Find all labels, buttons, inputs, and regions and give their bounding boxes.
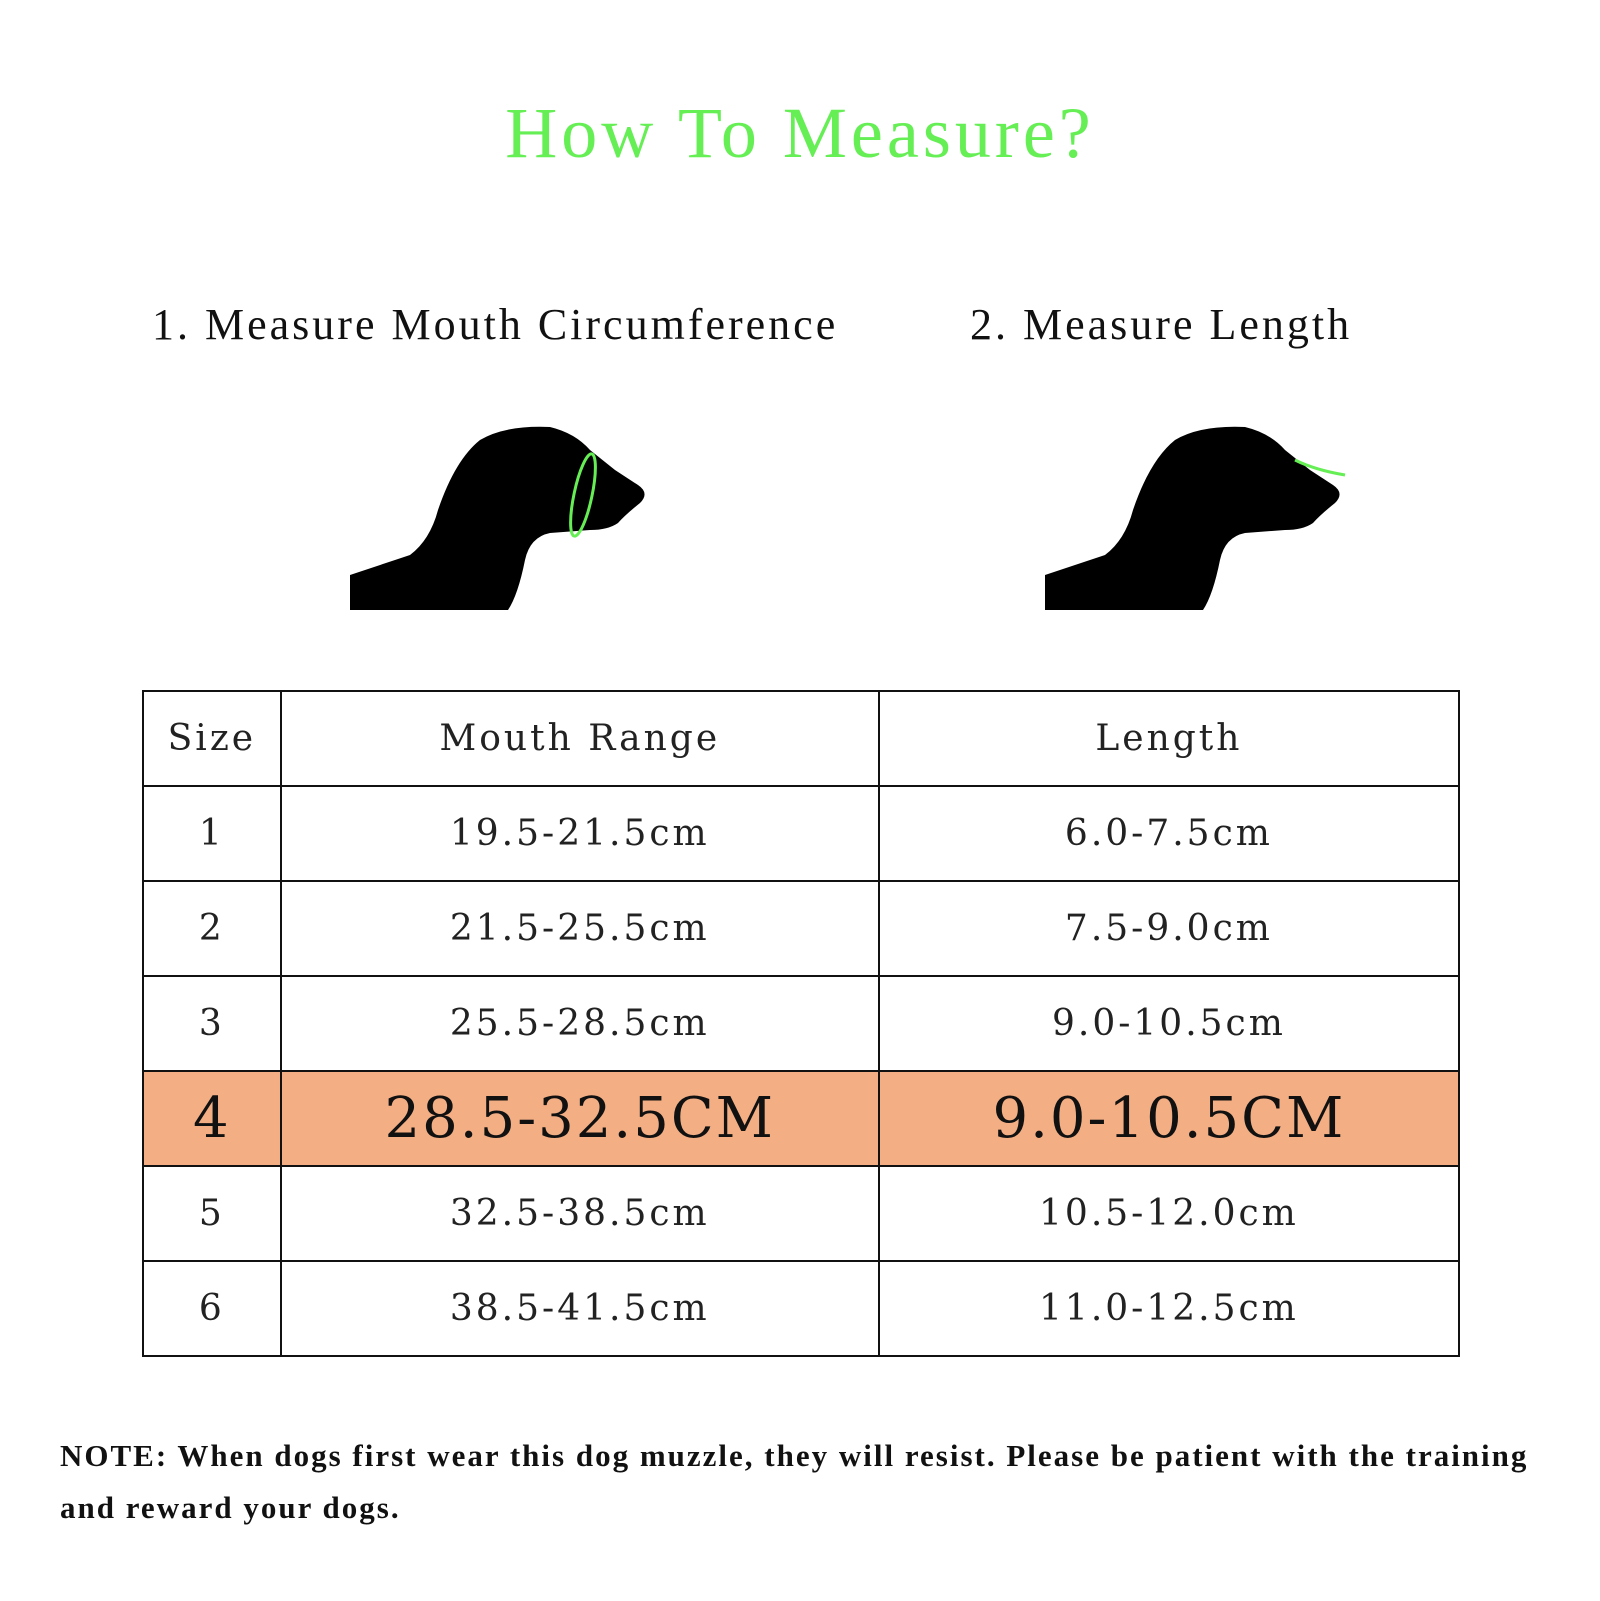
cell-mouth-range: 25.5-28.5cm xyxy=(281,976,879,1071)
header-size: Size xyxy=(143,691,281,786)
cell-size: 6 xyxy=(143,1261,281,1356)
table-row xyxy=(143,1261,1459,1356)
step-mouth-circumference-label: 1. Measure Mouth Circumference xyxy=(152,300,839,349)
dog-mouth-circumference-icon xyxy=(350,425,680,635)
table-row xyxy=(143,976,1459,1071)
header-mouth-range: Mouth Range xyxy=(281,691,879,786)
cell-size: 2 xyxy=(143,881,281,976)
cell-length: 7.5-9.0cm xyxy=(879,881,1459,976)
cell-mouth-range: 38.5-41.5cm xyxy=(281,1261,879,1356)
table-row xyxy=(143,881,1459,976)
cell-length: 9.0-10.5CM xyxy=(879,1071,1459,1166)
step-length-label: 2. Measure Length xyxy=(970,300,1353,349)
cell-size: 1 xyxy=(143,786,281,881)
note-text: NOTE: When dogs first wear this dog muzzle, they will resist. Please be patient with the training and reward your dogs. xyxy=(60,1438,1529,1525)
size-chart-table xyxy=(142,690,1460,1357)
table-row xyxy=(143,1166,1459,1261)
dog-length-icon xyxy=(1045,425,1375,635)
cell-length: 10.5-12.0cm xyxy=(879,1166,1459,1261)
table-row xyxy=(143,786,1459,881)
cell-length: 11.0-12.5cm xyxy=(879,1261,1459,1356)
cell-mouth-range: 28.5-32.5CM xyxy=(281,1071,879,1166)
cell-size: 5 xyxy=(143,1166,281,1261)
cell-mouth-range: 21.5-25.5cm xyxy=(281,881,879,976)
cell-length: 6.0-7.5cm xyxy=(879,786,1459,881)
cell-length: 9.0-10.5cm xyxy=(879,976,1459,1071)
table-header-row xyxy=(143,691,1459,786)
table-row-highlighted xyxy=(143,1071,1459,1166)
dog-silhouette xyxy=(1045,427,1340,610)
cell-size: 3 xyxy=(143,976,281,1071)
cell-size: 4 xyxy=(143,1071,281,1166)
cell-mouth-range: 19.5-21.5cm xyxy=(281,786,879,881)
header-length: Length xyxy=(879,691,1459,786)
dog-silhouette xyxy=(350,427,645,610)
page-title: How To Measure? xyxy=(505,93,1095,173)
cell-mouth-range: 32.5-38.5cm xyxy=(281,1166,879,1261)
